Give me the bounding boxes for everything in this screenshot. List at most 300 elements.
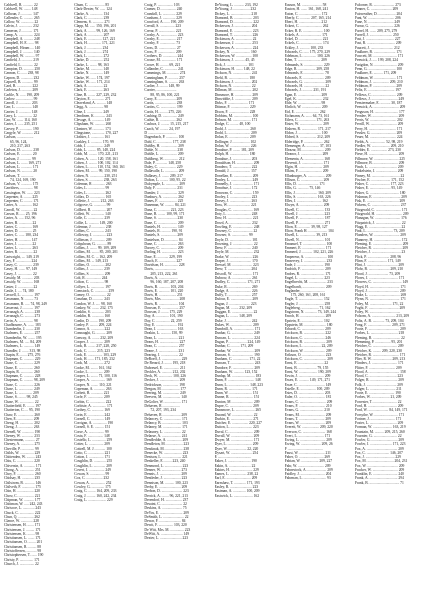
index-entry: Clegg, A. ................ 98 xyxy=(74,105,108,110)
index-entry: Duvall, W. ........................ 209 xyxy=(214,433,260,438)
index-entry: Daniels, R. .......... 190, 91 xyxy=(144,229,183,234)
index-entry: Curtis, H. ......... 275, 226 xyxy=(144,109,182,114)
index-entry: Fitzgerald, C. ............................ 171 xyxy=(354,207,408,212)
index-entry: Dane, B. ........ 100, 99, 171 xyxy=(144,212,185,217)
index-entry: Casey, H. ....... 97, 149 xyxy=(4,267,38,272)
index-entry: Calvin, J. ............... 232 xyxy=(4,24,39,29)
index-entry: Donohue, J. .................... 172 xyxy=(214,186,258,191)
index-entry: Collins, M. C. ... 162, 209 xyxy=(74,254,113,259)
index-entry: Ecker, R. E. ...................... 100 xyxy=(284,28,330,33)
index-entry: Edmonds, E. ...................... 78 xyxy=(284,71,329,76)
index-entry: Cameron, J. ........... 171 xyxy=(4,28,39,33)
index-entry: 96, 160, 187, 207, 208 xyxy=(150,280,184,285)
index-entry: Fenn, G. .............................. 100 xyxy=(354,66,402,71)
index-entry: Forrester, T. .......................... 22 xyxy=(354,399,402,404)
index-column-3 xyxy=(144,3,213,597)
index-entry: Cunningham, S. .......... 263 xyxy=(144,79,185,84)
index-entry: Dalton, L. ......... 100, 95, 22 xyxy=(144,177,186,182)
index-entry: Carter, A. ..... 152, 96 xyxy=(4,216,36,221)
index-entry: Downey, C. ...................... 22 xyxy=(214,229,258,234)
index-entry: Costa, F. ................. 148 xyxy=(74,433,110,438)
index-entry: Fenstermaker, E. ........... 30, 187 xyxy=(354,101,403,106)
index-entry: DeGolier, W. .................. 171 xyxy=(144,399,188,404)
index-entry: Cramer, D. ................ 240 xyxy=(144,7,183,12)
index-entry: Conley, P. ......... 209, 224 xyxy=(74,322,112,327)
index-entry: DeYoung, L. ........... 233, 192 xyxy=(214,3,258,7)
index-entry: Fast, J. ............................... 227 xyxy=(354,37,401,42)
index-entry: Elwell, P. ........................... 271 xyxy=(284,220,331,225)
index-entry: Dickinson, A. .................. 22 xyxy=(214,37,257,42)
index-entry: Donley, L. ....................... 249 xyxy=(214,177,259,182)
index-entry: Dendleddie, A. ................ 209 xyxy=(144,438,189,443)
index-entry: Clontner, W. ............ 173 xyxy=(74,126,111,131)
index-entry: Conkey, W. ........ 232, 175 xyxy=(74,305,113,310)
index-entry: Day, A. .............. 101, 190 xyxy=(144,314,183,319)
index-entry: Eid, E. .......................... 262 xyxy=(284,109,326,114)
index-entry: Dendleton, M. .................. 223 xyxy=(144,442,190,447)
index-entry: Davis, E. ............ 101, 220 xyxy=(144,288,184,293)
index-entry: Campbell, J. ........... 140 xyxy=(4,49,40,54)
index-entry: Faber, O. ........................... 269 xyxy=(284,455,330,460)
index-entry: Ellis, G. ............ 75, 146 xyxy=(284,186,321,191)
index-entry: Chidsay, H. ............. 235 xyxy=(4,476,41,481)
index-entry: Christophersen, T. ...... 190 xyxy=(4,553,44,558)
index-entry: Engler, J. ........................... 258 xyxy=(284,301,331,306)
index-entry: Dale, P. ............ 148, 258 xyxy=(144,160,181,165)
index-entry: Clingstone, .............. 170, 227 xyxy=(74,130,119,135)
index-entry: Chapman, C. ........... 228 xyxy=(4,374,41,379)
index-entry: Dehaven, R. .................. xyxy=(144,403,180,408)
index-entry: Chuck, C. ................ 222 xyxy=(4,510,41,515)
index-entry: Cushwa, J. ......... 15, 215, 217 xyxy=(144,122,189,127)
index-entry: Carter, A. .............. 162 xyxy=(4,203,38,208)
index-entry: Cooper, A. ................ 169 xyxy=(74,378,112,383)
index-entry: Chalmers, E. ........... 257 xyxy=(4,331,41,336)
index-entry: Carter, B. .............. 22 xyxy=(4,220,37,225)
index-entry: Ebert, H. ........................ 212 xyxy=(284,20,327,25)
index-entry: Fielder, E. .................. 273, 230 xyxy=(354,148,401,153)
index-entry: Dickson, N. .................... 22 xyxy=(214,84,256,89)
index-entry: Delancey, C. ................... 171 xyxy=(144,416,188,421)
index-entry: Eastwick, L. ..................... 162 xyxy=(214,493,260,498)
index-entry: Carpenter, A. ........ 225 xyxy=(4,194,38,199)
index-entry: Dickerson, J. .................. 204 xyxy=(214,24,258,29)
index-entry: Cannon, C. ...... 238, 98 xyxy=(4,71,39,76)
index-entry: Chamberlin, J. ........ 230 xyxy=(4,327,40,332)
index-entry: Dahle, N. ................... 238 xyxy=(144,148,183,153)
index-entry: Dana, C. ............. 221, 223 xyxy=(144,207,184,212)
index-entry: Crothers, D. ............... 244 xyxy=(144,54,184,59)
index-entry: Craig, P. ................. 103 xyxy=(144,3,180,7)
index-entry: Cary, F. ................ 224 xyxy=(4,258,37,263)
index-entry: Cook, M. ................ 272 xyxy=(74,361,110,366)
index-entry: Craig, J. ......... 160, 242, 234 xyxy=(74,493,117,498)
index-entry: Ellanburger, A. ................... 209 xyxy=(284,173,332,178)
index-entry: Eleanor, J. ....................... 209 xyxy=(284,152,329,157)
index-entry: Collins, S. ............... 209 xyxy=(74,271,111,276)
index-entry: Carlson, D. ............ 238 xyxy=(4,148,39,153)
index-entry: Elemenger, A. .............. 37, 103 xyxy=(284,143,331,148)
index-entry: Clark, A. ................ 22 xyxy=(74,84,108,89)
index-entry: Carr, W. ....... 114, 160 xyxy=(4,118,37,123)
index-entry: Dane, C. ..................... 263 xyxy=(144,241,184,246)
index-entry: Dyer, L. ........................... 209 xyxy=(214,442,259,447)
index-entry: Fox, C. ......................... 146, 207 xyxy=(354,450,403,455)
index-entry: Felix, E. ............................. 197 xyxy=(354,88,401,93)
index-entry: Fabian, W. ................... 209, 227 xyxy=(284,459,333,464)
index-entry: Daniels, S. ................. 209 xyxy=(144,233,183,238)
index-entry: Dunham, C. ................. 171, 22 xyxy=(214,357,261,362)
index-entry: Fillmore, W. ........................... 225 xyxy=(354,156,405,161)
index-entry: Fenwick, A. ............................ 209 xyxy=(354,105,406,110)
index-entry: 74, 124, 169, 190 xyxy=(10,177,36,182)
index-entry: Denecke, W. .................... 223 xyxy=(144,450,189,455)
index-entry: Dunton, M. ....................... 209 xyxy=(214,399,260,404)
index-entry: Finch, L. ............................... 209 xyxy=(354,165,404,170)
index-entry: Chalmers, L. ........... 149 xyxy=(4,344,41,349)
index-entry: Carter, R. ............... 22 xyxy=(4,250,38,255)
index-entry: Ende, J. ............................. 190 xyxy=(284,263,330,268)
index-entry: Dugan, L. ......... 148, 209 xyxy=(214,314,252,319)
index-entry: Flitter, F. ............................. 209 xyxy=(354,365,402,370)
index-entry: Collette, J. .......... 212, 263 xyxy=(74,199,114,204)
index-entry: Carlson, L. ....... 169, 271 xyxy=(4,160,42,165)
index-entry: Dunbar, G. ........................ 249 xyxy=(214,331,260,336)
index-entry: Elwell, C. .......................... 133 xyxy=(284,207,331,212)
index-entry: Ellison, C. ........................ 209 xyxy=(284,177,330,182)
index-entry: Dorsey, J. ....................... 263 xyxy=(214,199,257,204)
index-entry: Dagenbach, P. ............. 100 xyxy=(144,135,185,140)
index-entry: Cassmann, B. ..... 74, 98, 249 xyxy=(4,301,47,306)
index-entry: Colloway, J. .............. 223 xyxy=(74,233,113,238)
index-entry: Forsythe, W. .......................... 171 xyxy=(354,412,405,417)
index-entry: Davis, A. ..................... xyxy=(144,276,178,280)
index-entry: Dunham, W. ........... 123, 152 xyxy=(214,369,258,374)
index-entry: Dexter, L. ........................ 223 xyxy=(144,536,188,541)
index-entry: Flynn, N. ................................. 171 xyxy=(354,297,406,302)
index-entry: Dunlap, M. ......................... 183 xyxy=(214,374,262,379)
index-entry: Campbell, W. ........... 97 xyxy=(4,54,40,59)
index-entry: Carter, H. ............. 147 xyxy=(4,237,38,242)
index-entry: Campbell, A. .......... 248 xyxy=(4,37,40,42)
index-entry: Clipsham, W. ........... 260 xyxy=(74,122,112,127)
index-entry: Coles, L. .................. 99 xyxy=(74,186,110,191)
index-entry: Dufour, E. ....................... 209 xyxy=(214,297,258,302)
index-entry: Downer, S. .................. 99 xyxy=(214,233,253,238)
index-entry: Esser, C. ............................. 149 xyxy=(284,382,332,387)
index-entry: Fessler, G. ........................... 209 xyxy=(354,130,403,135)
index-entry: Cobb, J. .................. 249 xyxy=(74,143,110,148)
index-entry: Collyer, L. ............... 197 xyxy=(74,284,111,289)
index-entry: Everett, W. ................... 209, 220 xyxy=(284,425,333,430)
index-entry: Chong, A. ................ 251 xyxy=(4,467,41,472)
index-entry: Cushing, D. ................ 249 xyxy=(144,113,184,118)
index-entry: Deakin, L. ........... 150, 99 xyxy=(144,331,183,336)
index-entry: Cotter, L. ................ 209 xyxy=(74,442,110,447)
index-entry: Carleton, J. ........... 209 xyxy=(4,88,38,93)
index-entry: Eleventi, J. ....................... 171 xyxy=(284,160,330,165)
index-entry: Ehrlich, W. ..................... 209 xyxy=(284,105,328,110)
index-entry: Dasch, E. .................. 227 xyxy=(144,258,182,263)
index-entry: Davis, ........................ xyxy=(144,267,177,272)
index-entry: Dutton, L. ........................ 223 xyxy=(214,425,259,430)
index-entry: Dodge, C. ......... 48, 100 xyxy=(214,122,251,127)
index-entry: Dennis, J. ....................... 209 xyxy=(144,472,187,477)
index-entry: Corthey, C. ............. 169 xyxy=(74,408,110,413)
index-entry: Casey, J. ................ 22 xyxy=(4,271,37,276)
index-entry: Feldman, W. ........................ 171 xyxy=(354,75,403,80)
index-entry: Chase, E. ................ 260 xyxy=(4,365,40,370)
index-entry: Carlson, J. ............ 99 xyxy=(4,156,36,161)
index-entry: Dolan, W. ...................... 226 xyxy=(214,143,257,148)
index-entry: Emservey, J. ........................ 233 xyxy=(284,258,333,263)
index-entry: Ernst, W. .................... 190, 209 xyxy=(284,369,331,374)
index-entry: Finkelstein, J. ....................... 209 xyxy=(354,169,404,174)
index-entry: Carrier, J. ............. 148 xyxy=(4,109,38,114)
index-entry: Denner, W. ..................... 273 xyxy=(144,467,187,472)
index-entry: Dallasey, J. ........ 209, 217 xyxy=(144,173,183,178)
index-entry: Delauney, L. ................... 22 xyxy=(144,429,186,434)
index-entry: Dahlberg, W. ............... 212 xyxy=(144,156,185,161)
index-entry: Carry, L. ................ 22 xyxy=(4,113,37,118)
index-entry: Endrich, F. ......................... 209 xyxy=(284,267,331,272)
index-entry: Cohen, A. ........ 120, 158, 161 xyxy=(74,156,118,161)
index-page xyxy=(4,3,424,597)
index-entry: Dean, L. ...................... 221 xyxy=(144,335,185,340)
index-entry: Chilstrom, B. ........... 146 xyxy=(4,480,41,485)
index-entry: Dodd, J. ........................ 260 xyxy=(214,126,256,131)
index-entry: Empereur, A. ........................ 100 xyxy=(284,254,334,259)
index-entry: Deevers, M. ................... 140 xyxy=(144,395,187,400)
index-entry: Capron, D. ............. 232 xyxy=(4,75,40,80)
index-entry: Collinson, J. ............. 209 xyxy=(74,237,112,242)
index-entry: Faulkner, E. .......... 171, 209 xyxy=(354,71,397,76)
index-entry: Covert, J. ................. 249 xyxy=(74,467,111,472)
index-entry: Dirks, F. ...................... 171 xyxy=(214,101,255,106)
index-entry: Diehl, B. ...................... 180 xyxy=(214,75,255,80)
index-entry: Douglas, C. ...................... 169 xyxy=(214,207,259,212)
index-entry: Fairweather, D. ................... 204 xyxy=(354,11,402,16)
index-entry: Dolan, E. ...................... 209 xyxy=(214,135,256,140)
index-entry: Caster, J. ................ 22 xyxy=(4,284,38,289)
index-entry: Franklin, E. ........................... 240 xyxy=(354,472,404,477)
index-entry: Cartwright, .... 149, 219 xyxy=(4,254,39,259)
index-entry: Dunbar, W. ........................ 209 xyxy=(214,348,261,353)
index-entry: Christensen, H. ....... 171 xyxy=(4,523,41,528)
index-entry: Clark-Dexter, W. ...... 124 xyxy=(74,7,112,12)
index-entry: Fitzgerald, H. ............................. 209 xyxy=(354,212,409,217)
index-entry: Floyd, J. .................................. 209 xyxy=(354,288,406,293)
index-entry: Corbin, C. ................ 222 xyxy=(74,399,112,404)
index-entry: Frank, B. ................................. 71 xyxy=(354,480,404,485)
index-entry: Carter, J. ...... 235, 251 xyxy=(4,122,38,127)
index-entry: Dickson, N. .................... 241 xyxy=(214,71,258,76)
index-entry: Corfe, F. ................. 209 xyxy=(74,395,110,400)
index-entry: Dowd, A. ........................ 232 xyxy=(214,220,258,225)
index-entry: Dubreuel, E. ................. 211 xyxy=(144,365,186,370)
index-column-2 xyxy=(74,3,143,597)
index-entry: Chase, W. ................ 22 xyxy=(4,399,39,404)
index-entry: Flannery, H. .............................. 172 xyxy=(354,237,408,242)
index-entry: Conklin, R. ............. 160 xyxy=(74,314,111,319)
index-entry: Costello, L. ............... 259 xyxy=(74,438,113,443)
index-entry: Capwell, B. ............ 99 xyxy=(4,79,38,84)
index-entry: Eakin, A. ........................ 22 xyxy=(214,463,256,468)
index-entry: Davis, R. ..................... 104 xyxy=(144,301,185,306)
index-entry: Comstock, C. .............. 259 xyxy=(74,288,115,293)
index-entry: Cassmann, N. ......... 73 xyxy=(4,297,38,302)
index-entry: Daneman, W. .......... 84, 221 xyxy=(144,203,186,208)
index-entry: Chaw, E. ................. 260 xyxy=(4,412,40,417)
index-entry: Elton, E. ............. 39, 98, 127 xyxy=(284,224,328,229)
index-entry: Duncan, L. ........................ 224 xyxy=(214,335,260,340)
index-entry: Camp, A. ................ 224 xyxy=(4,32,40,37)
index-entry: Denison, L. ..................... 221 xyxy=(144,455,188,460)
index-entry: Derbon, D. ....................... 223 xyxy=(144,489,189,494)
index-entry: Dinsmore, H. .................. 209 xyxy=(214,92,258,97)
index-entry: Delancy, B. ..................... 103 xyxy=(144,421,188,426)
index-entry: Clark, L. ................ 272 xyxy=(74,54,109,59)
index-entry: Dumbrill, A. ...................... 171 xyxy=(214,327,261,332)
index-entry: Corse, A. ................. 99 xyxy=(74,429,109,434)
index-entry: Clarke, W. ...... 171, 214 xyxy=(74,79,110,84)
index-entry: Crouse, M. ................ 171 xyxy=(144,58,183,63)
index-entry: Colquhoun, G. ........... 89 xyxy=(74,241,112,246)
index-entry: Cook, H. ...... 171, 185, 232 xyxy=(74,357,115,362)
index-entry: Dedrickson, ................. 198 xyxy=(144,382,185,387)
index-entry: Dobson, M. .................... 171 xyxy=(214,118,258,123)
index-entry: Elles, J. ........................... 162 xyxy=(284,199,328,204)
index-entry: Dane, S. ..................... 230 xyxy=(144,216,184,221)
index-entry: Danielson, D. .............. 84 xyxy=(144,237,183,242)
index-entry: 210, 217, 263 xyxy=(10,143,31,148)
index-entry: Elwell, N. .......................... 101 xyxy=(284,237,331,242)
index-entry: Fletcher, R. ............................. 171 xyxy=(354,352,406,357)
index-entry: Cavanagh, C. .......... 273 xyxy=(4,314,41,319)
index-entry: Cornell, C. .............. 149 xyxy=(74,416,111,421)
index-column-1 xyxy=(4,3,73,597)
index-entry: Conlin, D. ........ 190, 209 xyxy=(74,318,112,323)
index-entry: Cohen, J. ......... 100, 102, 114 xyxy=(74,160,118,165)
index-entry: Eckels, A. ....................... 171 xyxy=(284,32,328,37)
index-entry: Flowers, C. ................................ 149 xyxy=(354,280,408,285)
index-entry: Eichmann, A. ....... 64, 73, 161 xyxy=(284,113,330,118)
index-entry: Duval, C. .......................... 209 xyxy=(214,429,260,434)
index-entry: Ellis, J. ....................... 160, 209 xyxy=(284,190,331,195)
index-entry: Dollinger, J. .................. 102 xyxy=(214,139,256,144)
index-entry: Eckley, J. ........... 100, 233 xyxy=(284,45,324,50)
index-entry: Ferguson, H. .......................... 177 xyxy=(354,109,405,114)
index-entry: Canfield, J. ............ 219 xyxy=(4,58,39,63)
index-entry: Carter, C. .............. 169 xyxy=(4,224,38,229)
index-entry: Erickson, C. ....................... 246 xyxy=(284,335,331,340)
index-entry: Davidson, H. ............... 228 xyxy=(144,263,185,268)
index-entry: Evans, T. ............................ 209 xyxy=(284,416,331,421)
index-entry: Evans, M. ........................... 209 xyxy=(284,412,332,417)
index-entry: Crawford, A. ...... 190, 209 xyxy=(144,20,184,25)
index-entry: Dewar, F. ........................ 84 xyxy=(144,519,186,524)
index-entry: Eberly, C. ........... 207, 165, 214 xyxy=(284,15,332,20)
index-entry: Fahr, W. ............................. 209 xyxy=(284,463,331,468)
index-entry: Fitzpatrick, J. ............................ 22 xyxy=(354,220,406,225)
index-entry: Ellis, D. ....................... 171 xyxy=(284,182,325,187)
index-entry: Darling, H. ................. 223 xyxy=(144,250,184,255)
index-entry: Carrithers, .............. 98 xyxy=(4,186,38,191)
index-entry: Foote, F. .................................. 209 xyxy=(354,327,406,332)
index-entry: Chamberlin, W. ........ 195 xyxy=(4,335,42,340)
index-entry: Carr, L. ................. 148 xyxy=(4,105,38,110)
index-entry: Carlson, E. ............ 20 xyxy=(4,152,37,157)
index-entry: Fletcher, R. ................................ 209 xyxy=(354,246,408,251)
index-entry: Doyle, M. ......................... 232 xyxy=(214,250,260,255)
index-entry: Eishem, R. ................. 171, 217 xyxy=(284,126,331,131)
index-entry: Dubrow, A. ..................... 261 xyxy=(214,276,258,280)
index-entry: Carter, L. .............. 263 xyxy=(4,246,38,251)
index-entry: Clark, A. ................ 207 xyxy=(74,32,110,37)
index-entry: Donahue, J. .................... 203 xyxy=(214,156,258,161)
index-entry: Cornell, S. E. .......... 151 xyxy=(74,425,111,430)
index-entry: Colgrove, G. ............. 99 xyxy=(74,203,111,208)
index-entry: Cuthie, R. ................. 262 xyxy=(144,118,182,123)
index-entry: Cheville, P. .............. 99 xyxy=(4,446,39,451)
index-entry: 65, 96, 124, xyxy=(10,139,28,144)
index-entry: Campbell, H. E. ...... 98 xyxy=(4,41,39,46)
index-entry: Dodd, L. ........................ 209 xyxy=(214,130,257,135)
index-entry: Dressel, M. ...................... 223 xyxy=(214,263,259,268)
index-entry: Connaught, G. .......... 209 xyxy=(74,331,112,336)
index-entry: Flanders, W. ............................ 209 xyxy=(354,233,406,238)
index-entry: Edelman, L. .............. 100, 226 xyxy=(284,54,330,59)
index-entry: Cohen, L. ........ 110, 152, 160, 161 xyxy=(74,165,125,170)
index-entry: Faulkner, B. ........................ 171 xyxy=(354,49,402,54)
index-entry: Dixon, F. ...................... 228 xyxy=(214,109,256,114)
index-entry: Dentleder, J. ................... 223 xyxy=(144,476,188,481)
index-entry: Engleberg, ................... 71, 162 xyxy=(284,305,331,310)
index-entry: Ewing, W. ...................... 209, 26 xyxy=(284,442,333,447)
index-entry: De Berard, J. ........ 195, 218 xyxy=(144,361,186,366)
index-entry: Dundore, F. ....................... 209 xyxy=(214,365,260,370)
index-entry: Dickinson, J. .................. 202 xyxy=(214,79,258,84)
index-entry: Everson, C. ......................... 168 xyxy=(284,429,332,434)
index-entry: Decker, J. ..................... 209 xyxy=(144,378,186,383)
index-entry: F ....................................... xyxy=(284,446,323,451)
index-entry: Dendarak, M. ................... 238 xyxy=(144,446,189,451)
index-entry: Emmerd, J. ........... 102, 221, 226 xyxy=(284,250,334,255)
index-entry: Conklin, S. .............. 203 xyxy=(74,310,111,315)
index-entry: Duffy, T. ......................... 257 xyxy=(214,293,258,298)
index-entry: Eldon, J. ......................... 100 xyxy=(284,130,328,135)
index-entry: Cook, C. ......... 215, 223 xyxy=(74,348,110,353)
index-entry: Dase, E. ............ 229, 199 xyxy=(144,254,182,259)
index-entry: Clark, J. ................ 274 xyxy=(74,49,109,54)
index-entry: Fournier, G. .......................... 22 xyxy=(354,433,402,438)
index-entry: Cummings, M. ............. 274 xyxy=(144,71,186,76)
index-entry: Duke, J. .......................... 242 xyxy=(214,318,258,323)
index-entry: Clarke, A. .............. 134 xyxy=(74,11,109,16)
index-entry: Clark, C. ................ 239 xyxy=(74,15,110,20)
index-entry: Cheng, J. ................ 263 xyxy=(4,425,40,430)
index-entry: Elgin, H. .......................... 209 xyxy=(284,165,329,170)
index-entry: Crandall, L. .............. 229 xyxy=(144,11,182,16)
index-entry: D ............................... xyxy=(144,130,176,135)
index-entry: Flick, P. ........................ 208, 96 xyxy=(354,254,402,259)
index-entry: Colfax, D. ................ 165 xyxy=(74,194,112,199)
index-entry: Duke, R. ......................... 269 xyxy=(214,284,258,289)
index-entry: Fortner, J. ........................... 171 xyxy=(354,416,402,421)
index-entry: Ernst, E. ............................ 22 xyxy=(284,361,329,366)
index-entry: Coleman, R. ............. 263 xyxy=(74,182,112,187)
index-entry: Ferris, W. ............................. 202 xyxy=(354,118,403,123)
